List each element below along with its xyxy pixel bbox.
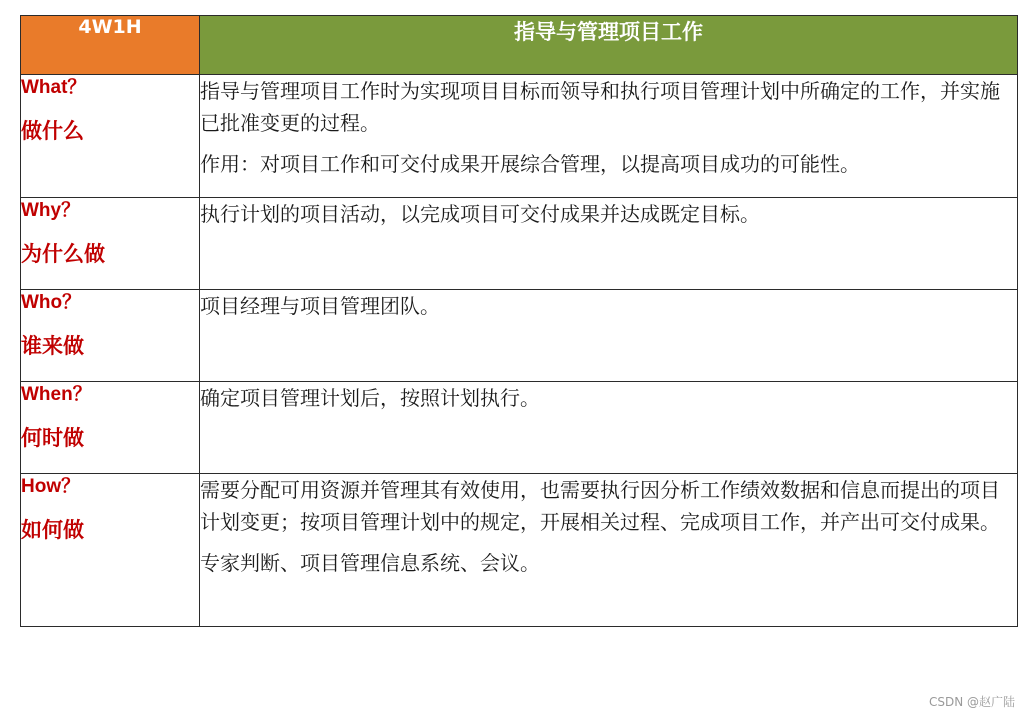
answer-line: 指导与管理项目工作时为实现项目目标而领导和执行项目管理计划中所确定的工作，并实施已批准变更的过程。 (200, 79, 1000, 135)
answer-line: 确定项目管理计划后，按照计划执行。 (200, 386, 540, 410)
question-en: Who？ (21, 292, 82, 313)
answer-line: 项目经理与项目管理团队。 (200, 294, 440, 318)
answer-line: 执行计划的项目活动，以完成项目可交付成果并达成既定目标。 (200, 202, 760, 226)
table-row-who (21, 290, 1018, 382)
answer-line: 专家判断、项目管理信息系统、会议。 (200, 551, 540, 575)
question-zh: 如何做 (21, 518, 84, 542)
question-zh: 为什么做 (21, 242, 105, 266)
header-title: 指导与管理项目工作 (200, 16, 1018, 75)
answer-line: 作用：对项目工作和可交付成果开展综合管理，以提高项目成功的可能性。 (200, 152, 860, 176)
header-4w1h: 4W1H (21, 16, 200, 75)
table-row-why (21, 198, 1018, 290)
question-zh: 谁来做 (21, 334, 84, 358)
question-en: How？ (21, 476, 81, 497)
answer-cell (200, 198, 1018, 290)
question-en: When？ (21, 384, 92, 405)
question-zh: 做什么 (21, 119, 84, 143)
answer-cell (200, 382, 1018, 474)
question-zh: 何时做 (21, 426, 84, 450)
watermark: CSDN @赵广陆 (928, 695, 1015, 709)
question-cell (21, 474, 200, 627)
header-row (21, 16, 1018, 75)
answer-line: 需要分配可用资源并管理其有效使用，也需要执行因分析工作绩效数据和信息而提出的项目计划变更；按项目管理计划中的规定，开展相关过程、完成项目工作，并产出可交付成果。 (200, 478, 1000, 534)
question-cell (21, 75, 200, 198)
table-row-what (21, 75, 1018, 198)
answer-cell (200, 474, 1018, 627)
answer-cell (200, 290, 1018, 382)
question-en: What？ (21, 77, 87, 98)
question-cell (21, 198, 200, 290)
table-row-when (21, 382, 1018, 474)
question-cell (21, 382, 200, 474)
question-cell (21, 290, 200, 382)
answer-cell (200, 75, 1018, 198)
question-en: Why？ (21, 200, 81, 221)
table-row-how (21, 474, 1018, 627)
4w1h-table (20, 15, 1018, 627)
